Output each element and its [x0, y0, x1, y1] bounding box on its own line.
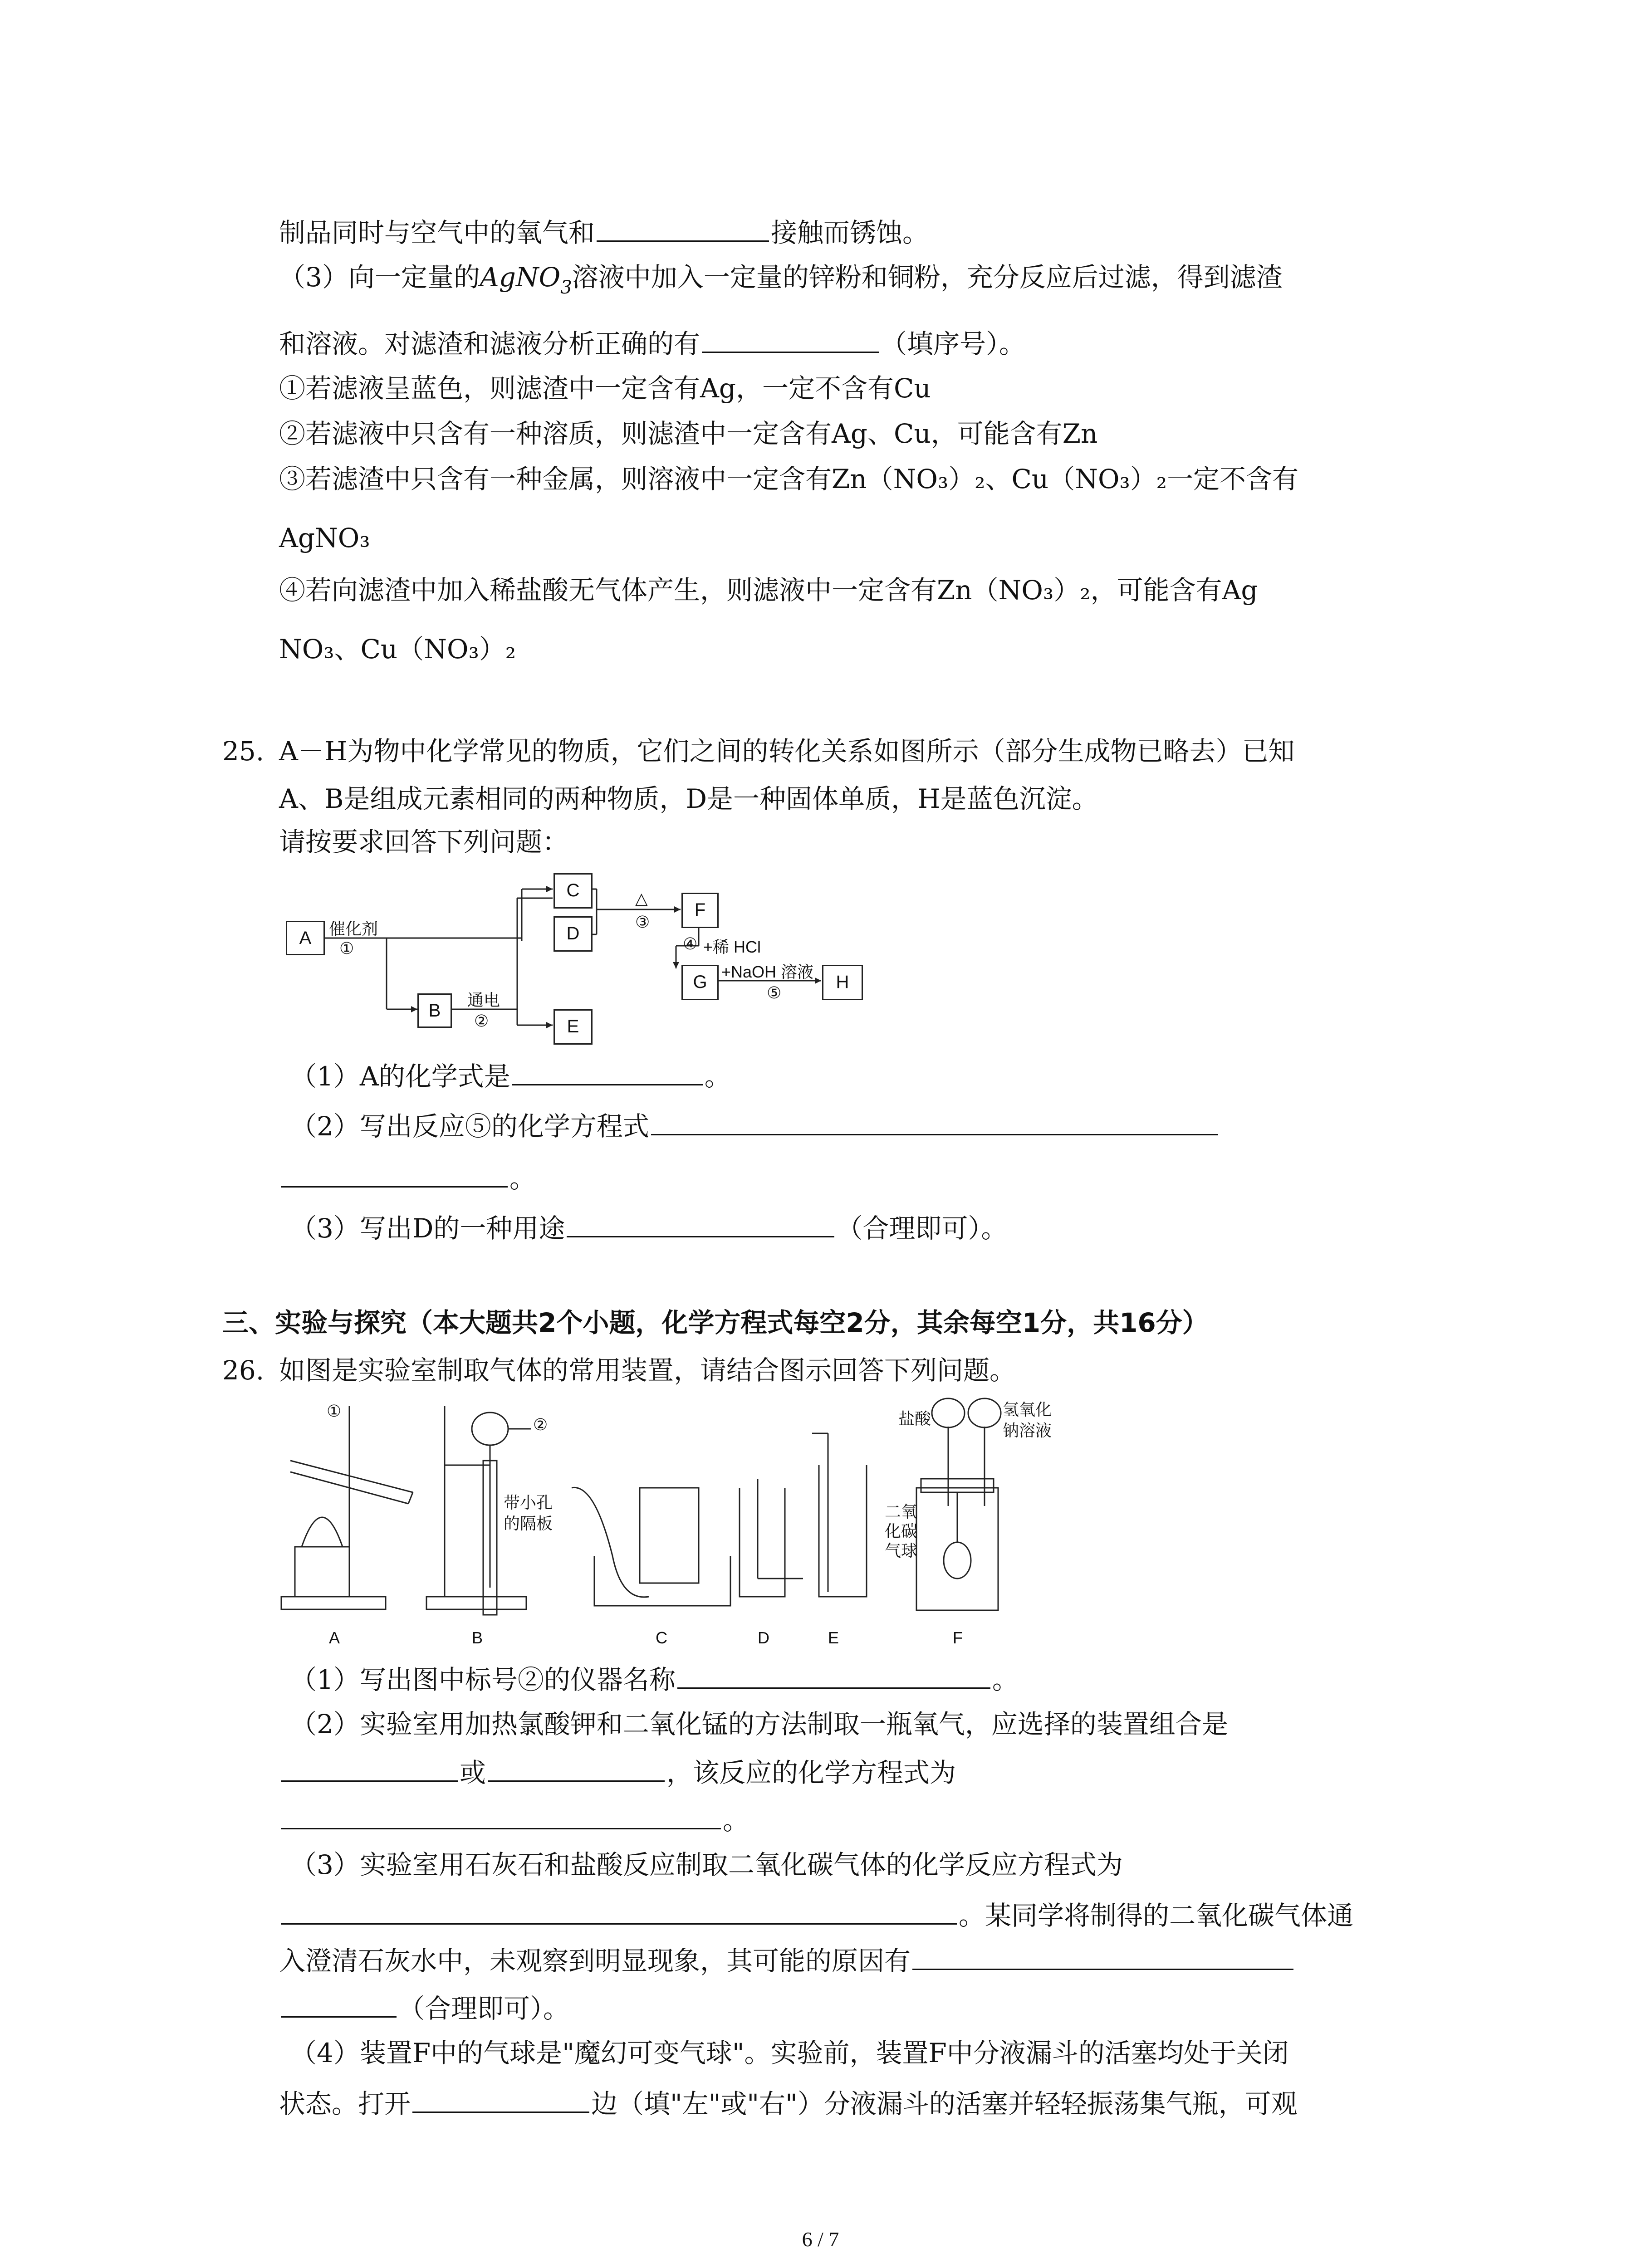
q24-option-3: ③若滤渣中只含有一种金属，则溶液中一定含有Zn（NO₃）₂、Cu（NO₃）₂一定不含有 — [279, 464, 1298, 494]
q25-line2: A、B是组成元素相同的两种物质，D是一种固体单质，H是蓝色沉淀。 — [279, 783, 1098, 814]
node-G: G — [681, 965, 719, 1000]
q26-part3-cont: 。某同学将制得的二氧化碳气体通 — [279, 1896, 1353, 1932]
blank[interactable] — [281, 1896, 957, 1925]
node-H: H — [822, 965, 863, 1000]
label-heat: △ — [635, 889, 648, 908]
q26-number: 26. — [222, 1355, 265, 1386]
apparatus-drawing — [277, 1397, 1116, 1651]
flow-lines — [281, 871, 916, 1061]
q26-part4-cont: 状态。打开 边（填"左"或"右"）分液漏斗的活塞并轻轻振荡集气瓶，可观 — [279, 2084, 1298, 2120]
label-co2-1: 二氧 — [885, 1502, 918, 1521]
q26-part2-eq: 。 — [279, 1801, 749, 1837]
blank[interactable] — [281, 1801, 721, 1829]
blank[interactable] — [281, 1989, 397, 2018]
label-r3: ③ — [635, 913, 650, 931]
q26-part4: （4）装置F中的气球是"魔幻可变气球"。实验前，装置F中分液漏斗的活塞均处于关闭 — [290, 2038, 1289, 2068]
q24-option-1: ①若滤液呈蓝色，则滤渣中一定含有Ag，一定不含有Cu — [279, 373, 931, 404]
label-F: F — [953, 1628, 963, 1647]
blank[interactable] — [702, 324, 879, 353]
label-naoh-2: 钠溶液 — [1003, 1421, 1052, 1440]
label-D: D — [758, 1628, 769, 1647]
q25-answer-2: （2）写出反应⑤的化学方程式 — [290, 1107, 1220, 1143]
q25-number: 25. — [222, 736, 265, 767]
label-r2: ② — [474, 1012, 489, 1030]
q25-line1: A－H为物中化学常见的物质，它们之间的转化关系如图所示（部分生成物已略去）已知 — [279, 736, 1295, 767]
blank[interactable] — [281, 1159, 508, 1188]
label-naoh: +NaOH 溶液 — [721, 963, 814, 981]
blank[interactable] — [281, 1753, 458, 1782]
blank[interactable] — [412, 2084, 589, 2113]
node-B: B — [417, 993, 452, 1028]
q24-part3: （3）向一定量的AgNO$_3$溶液中加入一定量的锌粉和铜粉，充分反应后过滤，得到滤渣 — [279, 262, 1283, 298]
label-perforated-plate: 带小孔 的隔板 — [504, 1493, 553, 1533]
blank[interactable] — [677, 1660, 990, 1689]
blank[interactable] — [512, 1057, 703, 1085]
q25-flow-diagram — [281, 871, 916, 1061]
q24-line1: 制品同时与空气中的氧气和 接触而锈蚀。 — [279, 213, 929, 249]
q24-option-4: ④若向滤渣中加入稀盐酸无气体产生，则滤液中一定含有Zn（NO₃）₂，可能含有Ag — [279, 575, 1258, 606]
blank[interactable] — [567, 1209, 834, 1237]
page-number: 6 / 7 — [802, 2228, 839, 2251]
q26-line1: 如图是实验室制取气体的常用装置，请结合图示回答下列问题。 — [279, 1355, 1016, 1386]
label-B: B — [472, 1628, 483, 1647]
label-A: A — [329, 1628, 340, 1647]
q25-line3: 请按要求回答下列问题： — [279, 826, 569, 857]
label-catalyst: 催化剂 — [329, 919, 378, 938]
q26-part3-cont3: （合理即可）。 — [279, 1989, 569, 2025]
label-naoh-1: 氢氧化 — [1003, 1400, 1052, 1419]
section-3-title: 三、实验与探究（本大题共2个小题，化学方程式每空2分，其余每空1分，共16分） — [222, 1307, 1209, 1338]
node-F: F — [681, 893, 719, 928]
q26-part3: （3）实验室用石灰石和盐酸反应制取二氧化碳气体的化学反应方程式为 — [290, 1849, 1123, 1880]
node-C: C — [554, 873, 593, 909]
label-r1: ① — [339, 939, 354, 958]
node-D: D — [554, 916, 593, 952]
blank[interactable] — [597, 213, 769, 242]
label-E: E — [828, 1628, 839, 1647]
marker-2: ② — [533, 1415, 548, 1434]
label-co2-2: 化碳 — [885, 1522, 918, 1540]
label-r4: ④ — [683, 934, 698, 953]
q26-part1: （1）写出图中标号②的仪器名称 。 — [290, 1660, 1019, 1696]
q26-part2: （2）实验室用加热氯酸钾和二氧化锰的方法制取一瓶氧气，应选择的装置组合是 — [290, 1709, 1228, 1740]
label-hydrochloric-acid: 盐酸 — [898, 1409, 931, 1428]
label-co2-3: 气球 — [885, 1541, 918, 1560]
blank[interactable] — [488, 1753, 665, 1782]
label-hcl: +稀 HCl — [703, 938, 761, 956]
q25-answer-2-cont: 。 — [279, 1159, 536, 1195]
node-E: E — [554, 1009, 593, 1045]
label-r5: ⑤ — [767, 983, 782, 1002]
q24-part3-b: 和溶液。对滤渣和滤液分析正确的有 （填序号）。 — [279, 324, 1025, 360]
label-C: C — [656, 1628, 667, 1647]
q26-part2-cont: 或 ，该反应的化学方程式为 — [279, 1753, 956, 1789]
q24-option-4-cont: NO₃、Cu（NO₃）₂ — [279, 634, 516, 665]
blank[interactable] — [912, 1941, 1293, 1970]
q25-answer-1: （1）A的化学式是 。 — [290, 1057, 731, 1093]
q25-answer-3: （3）写出D的一种用途 （合理即可）。 — [290, 1209, 1007, 1245]
marker-1: ① — [327, 1402, 342, 1420]
q26-part3-cont2: 入澄清石灰水中，未观察到明显现象，其可能的原因有 — [279, 1941, 1295, 1977]
blank[interactable] — [651, 1107, 1218, 1135]
node-A: A — [286, 921, 325, 955]
q24-option-2: ②若滤液中只含有一种溶质，则滤渣中一定含有Ag、Cu，可能含有Zn — [279, 418, 1098, 449]
q24-option-3-cont: AgNO₃ — [279, 523, 370, 553]
label-electrolysis: 通电 — [467, 991, 500, 1009]
q26-apparatus-figure — [277, 1397, 1116, 1651]
